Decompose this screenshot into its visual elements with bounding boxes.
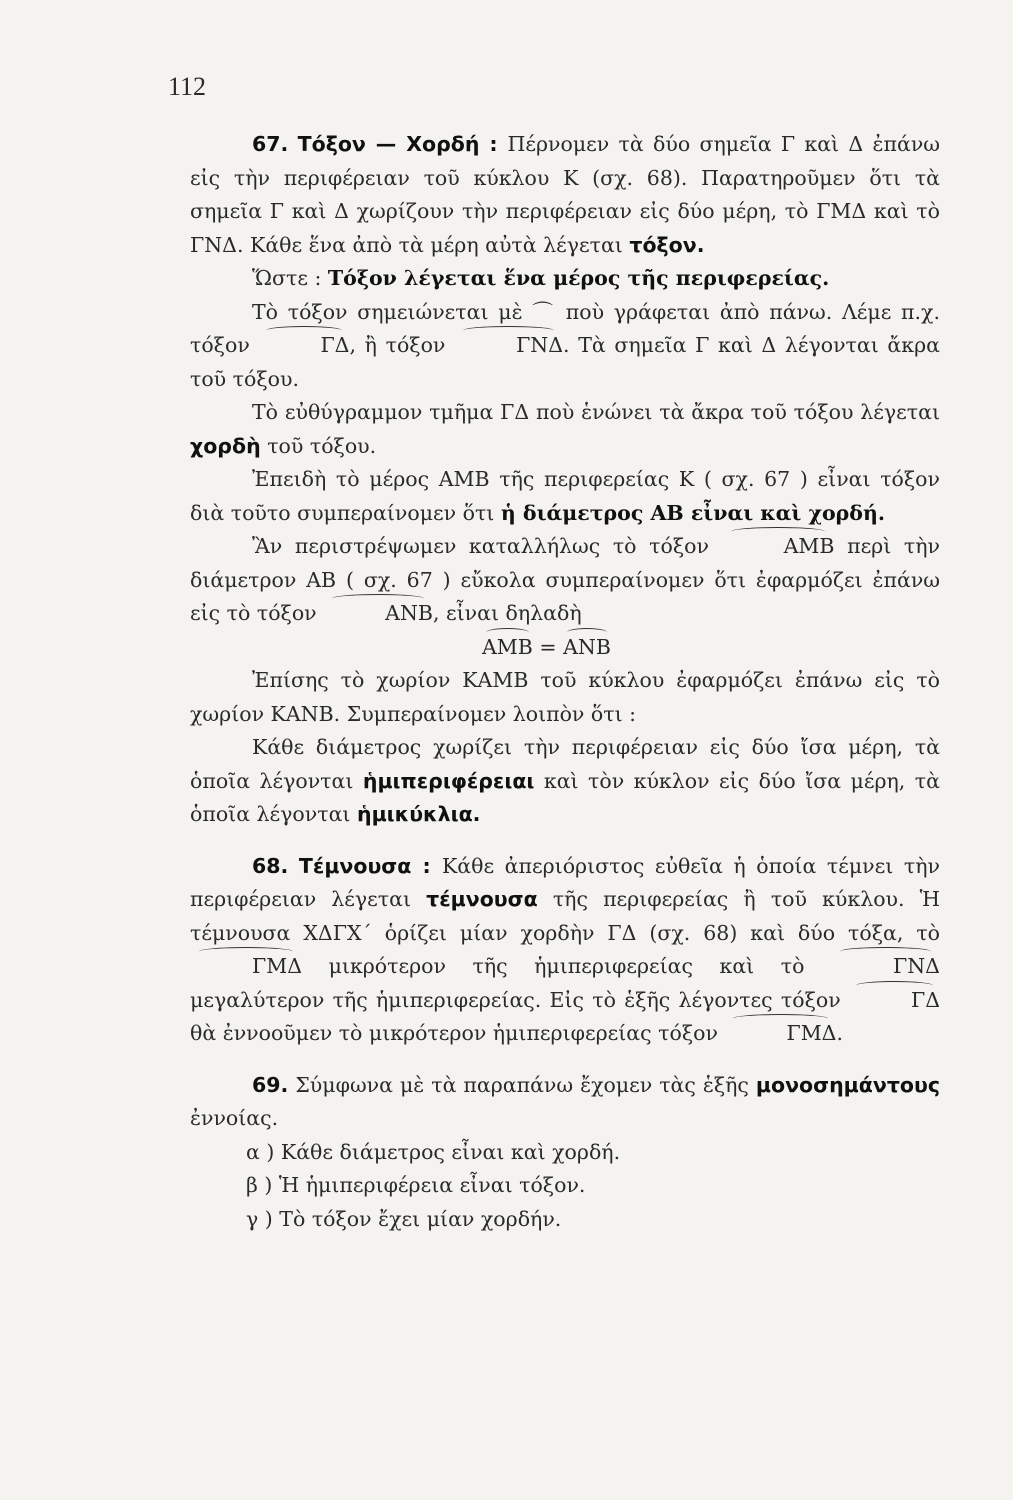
text-span: Σύμφωνα μὲ τὰ παραπάνω ἔχομεν τὰς ἑξῆς <box>295 1072 749 1097</box>
title-colon: : <box>411 853 442 878</box>
term-tokson: τόξον. <box>629 232 705 257</box>
list-item-b: β ) Ἡ ἡμιπεριφέρεια εἶναι τόξον. <box>246 1173 586 1197</box>
equation-rhs: ΑΝΒ <box>563 631 611 665</box>
rotation-paragraph <box>190 530 940 631</box>
term-semicircumference: ἡμιπεριφέρειαι <box>362 768 535 793</box>
term-semicircle: ἡμικύκλια. <box>356 802 481 826</box>
text-span: Κάθε ἀπεριόριστος εὐθεῖα ἡ ὁποία τέμνει τὴν περιφέρειαν λέγεται <box>190 853 940 911</box>
text-span: μικρότερον τῆς ἡμιπεριφερείας καὶ τὸ <box>328 954 805 978</box>
equation-operator: = <box>539 634 557 659</box>
diameter-paragraph <box>190 463 940 530</box>
arc-label-gmd-2: ΓΜΔ <box>724 1017 836 1051</box>
text-span: Ἐπειδὴ τὸ μέρος ΑΜΒ τῆς περιφερείας Κ ( σχ. 67 ) εἶναι τόξον διὰ τοῦτο συμπεραίνομεν ὅτι <box>190 467 940 525</box>
list-item-a: α ) Κάθε διάμετρος εἶναι καὶ χορδή. <box>246 1139 621 1164</box>
arc-equation <box>190 631 940 665</box>
text-span: Ἂν περιστρέψωμεν καταλλήλως τὸ τόξον <box>252 534 709 558</box>
page-number: 112 <box>168 72 207 101</box>
semicircle-paragraph <box>190 731 940 832</box>
text-span: τοῦ τόξου. <box>267 433 377 458</box>
text-span: , εἶναι δηλαδὴ <box>432 601 582 625</box>
diameter-is-chord: ἡ διάμετρος ΑΒ εἶναι καὶ χορδή. <box>500 500 885 525</box>
definition-arc <box>190 262 940 296</box>
text-span: . Τὰ σημεῖα Γ καὶ Δ λέγονται ἄκρα τοῦ τόξου. <box>190 333 940 391</box>
arc-label-anb: ΑΝΒ <box>323 597 433 631</box>
text-span: ἐννοίας. <box>190 1106 279 1130</box>
text-span: Τὸ τόξον σημειώνεται μὲ <box>252 299 523 324</box>
page-body <box>190 128 940 1236</box>
text-span: . <box>836 1021 844 1045</box>
arc-label-gnd: ΓΝΔ <box>454 329 563 363</box>
section-67-intro <box>190 128 940 262</box>
section-68 <box>190 850 940 1051</box>
arc-symbol: ⌒ <box>532 299 557 324</box>
chord-paragraph <box>190 396 940 463</box>
list-item-c: γ ) Τὸ τόξον ἔχει μίαν χορδήν. <box>246 1206 562 1231</box>
section-67-number: 67. <box>252 132 289 156</box>
section-67-title: Τόξον — Χορδή <box>297 132 480 156</box>
section-68-number: 68. <box>252 853 289 878</box>
text-span: Τὸ εὐθύγραμμον τμῆμα ΓΔ ποὺ ἑνώνει τὰ ἄκρα τοῦ τόξου λέγεται <box>252 400 940 424</box>
arc-label-gnd-2: ΓΝΔ <box>831 950 940 984</box>
arc-label-gd: ΓΔ <box>258 329 349 363</box>
section-68-title: Τέμνουσα <box>298 853 412 878</box>
definition-prefix: Ὥστε : <box>252 266 322 290</box>
arc-label-gd-2: ΓΔ <box>849 984 940 1018</box>
text-span: καὶ τὸν κύκλον εἰς δύο ἴσα μέρη, τὰ ὁποῖα λέγονται <box>190 768 940 826</box>
definition-arc-text: Τόξον λέγεται ἕνα μέρος τῆς περιφερείας. <box>327 266 830 290</box>
text-span: ποὺ γράφεται ἀπὸ πάνω. Λέμε π.χ. τόξον <box>190 299 940 357</box>
text-span: μεγαλύτερον τῆς ἡμιπεριφερείας. Εἰς τὸ ἑξῆς λέγοντες τόξον <box>190 987 841 1012</box>
section-67-text: Πέρνομεν τὰ δύο σημεῖα Γ καὶ Δ ἐπάνω εἰς τὴν περιφέρειαν τοῦ κύκλου Κ (σχ. 68). Παρατηροῦμεν ὅτι τὰ σημεῖα Γ καὶ Δ χωρίζουν τὴν περιφέρειαν εἰς δύο μέρη, τὸ ΓΜΔ καὶ τὸ ΓΝΔ. Κάθε ἕνα ἀπὸ τὰ μέρη αὐτὰ λέγεται <box>190 132 940 257</box>
text-span: τῆς περιφερείας ἢ τοῦ κύκλου. Ἡ τέμνουσα ΧΔΓΧ΄ ὁρίζει μίαν χορδὴν ΓΔ (σχ. 68) καὶ δύο τόξα, τὸ <box>190 887 940 945</box>
section-69-number: 69. <box>252 1072 289 1097</box>
arc-label-amb: ΑΜΒ <box>722 530 835 564</box>
text-span: , ἢ τόξον <box>349 333 446 357</box>
text-span: Κάθε διάμετρος χωρίζει τὴν περιφέρειαν εἰς δύο ἴσα μέρη, τὰ ὁποῖα λέγονται <box>190 735 940 793</box>
equation-lhs: ΑΜΒ <box>482 631 533 665</box>
arc-label-gmd: ΓΜΔ <box>190 950 302 984</box>
text-span: Ἐπίσης τὸ χωρίον ΚΑΜΒ τοῦ κύκλου ἐφαρμόζει ἐπάνω εἰς τὸ χωρίον ΚΑΝΒ. Συμπεραίνομεν λοιπὸν ὅτι : <box>190 668 940 726</box>
section-69 <box>190 1069 940 1136</box>
region-paragraph <box>190 664 940 731</box>
term-secant: τέμνουσα <box>426 887 538 911</box>
text-span: θὰ ἐννοοῦμεν τὸ μικρότερον ἡμιπεριφερείας τόξον <box>190 1021 718 1045</box>
text-span: περὶ τὴν διάμετρον ΑΒ ( σχ. 67 ) εὔκολα συμπεραίνομεν ὅτι ἐφαρμόζει ἐπάνω εἰς τὸ τόξον <box>190 534 940 625</box>
title-colon: : <box>479 132 508 156</box>
arc-notation-paragraph <box>190 296 940 397</box>
term-chord: χορδὴ <box>190 433 261 458</box>
term-univocal: μονοσημάντους <box>755 1072 940 1097</box>
